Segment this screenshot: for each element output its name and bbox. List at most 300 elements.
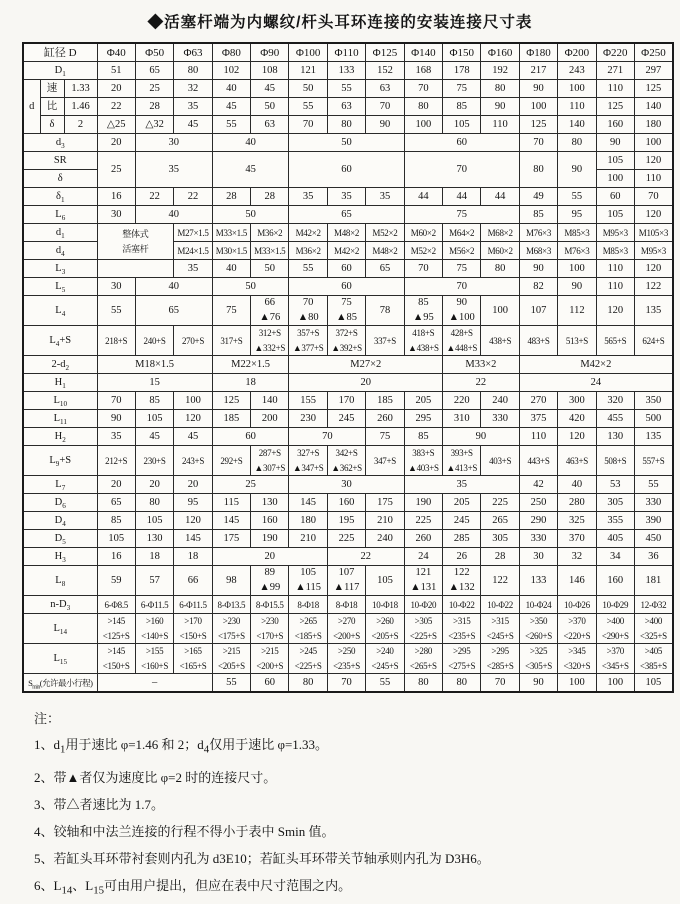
table-cell: 121 (289, 62, 327, 80)
table-cell: 65 (366, 260, 404, 278)
table-cell: 192 (481, 62, 519, 80)
table-cell: 18 (212, 374, 289, 392)
table-cell: 60 (289, 278, 404, 296)
table-cell: 45 (174, 116, 212, 134)
table-cell: 45 (251, 80, 289, 98)
table-cell: 70 (289, 116, 327, 134)
table-row (23, 116, 673, 134)
table-cell: 70 (289, 428, 366, 446)
table-row (23, 260, 673, 278)
table-cell: >260 <205+S (366, 614, 404, 644)
table-cell: 110 (481, 116, 519, 134)
row-label: 速 (40, 80, 64, 98)
table-cell: 60 (212, 428, 289, 446)
table-cell: 557+S (634, 446, 672, 476)
table-cell: 245 (443, 512, 481, 530)
table-cell: 16 (97, 188, 135, 206)
table-cell: 90 (519, 260, 557, 278)
table-cell: 85 (404, 428, 442, 446)
table-cell: 105 (366, 566, 404, 596)
table-cell: 55 (212, 116, 250, 134)
table-cell: 565+S (596, 326, 634, 356)
table-cell: M42×2 (289, 224, 327, 242)
table-cell: 455 (596, 410, 634, 428)
table-cell: 60 (289, 152, 404, 188)
table-cell: M64×2 (443, 224, 481, 242)
table-cell: Φ160 (481, 43, 519, 62)
table-cell: 85 (135, 392, 173, 410)
table-cell: 200 (251, 410, 289, 428)
table-cell: 112 (558, 296, 596, 326)
table-cell: 45 (135, 428, 173, 446)
table-cell: 145 (212, 512, 250, 530)
table-cell: 125 (519, 116, 557, 134)
table-cell: 10-Φ20 (404, 596, 442, 614)
table-cell: 16 (97, 548, 135, 566)
table-cell: 130 (251, 494, 289, 512)
table-cell: 35 (404, 476, 519, 494)
table-cell: 6-Φ11.5 (135, 596, 173, 614)
row-label: $H_2$ (23, 428, 97, 446)
table-cell: 20 (97, 80, 135, 98)
table-cell: 20 (212, 548, 327, 566)
table-cell: 133 (519, 566, 557, 596)
table-row (23, 80, 673, 98)
table-cell: 80 (481, 80, 519, 98)
table-cell: 55 (558, 188, 596, 206)
table-cell: M76×3 (519, 224, 557, 242)
table-cell: >250 <235+S (327, 644, 365, 674)
table-cell: M76×3 (558, 242, 596, 260)
table-cell: 18 (174, 548, 212, 566)
table-cell: 483+S (519, 326, 557, 356)
table-cell: 10-Φ24 (519, 596, 557, 614)
table-cell: 145 (174, 530, 212, 548)
table-row (23, 566, 673, 596)
table-cell: 25 (97, 152, 135, 188)
row-label: $d_4$ (23, 242, 97, 260)
notes-list (34, 731, 680, 904)
table-cell: 418+S ▲438+S (404, 326, 442, 356)
table-cell: 20 (97, 134, 135, 152)
table-cell: 80 (404, 674, 442, 693)
row-label: $L_4+S$ (23, 326, 97, 356)
notes (34, 708, 680, 904)
table-cell: 30 (97, 206, 135, 224)
table-cell: >405 <385+S (634, 644, 672, 674)
table-cell: >400 <325+S (634, 614, 672, 644)
table-cell: 152 (366, 62, 404, 80)
table-cell: 312+S ▲332+S (251, 326, 289, 356)
table-cell: 220 (443, 392, 481, 410)
table-cell: 70 (327, 674, 365, 693)
table-row (23, 326, 673, 356)
table-cell: 60 (596, 188, 634, 206)
table-cell: 36 (634, 548, 672, 566)
table-cell: 330 (519, 530, 557, 548)
table-cell: 90 (558, 152, 596, 188)
table-cell: 8-Φ15.5 (251, 596, 289, 614)
table-cell: M95×3 (596, 224, 634, 242)
table-cell: 270+S (174, 326, 212, 356)
table-cell: 28 (251, 188, 289, 206)
table-cell: 32 (174, 80, 212, 98)
table-cell: 65 (135, 62, 173, 80)
table-cell: 122 ▲132 (443, 566, 481, 596)
row-label: $D_1$ (23, 62, 97, 80)
table-cell: 230+S (135, 446, 173, 476)
table-cell: 89 ▲99 (251, 566, 289, 596)
table-cell: >245 <225+S (289, 644, 327, 674)
table-cell: >230 <175+S (212, 614, 250, 644)
table-cell: 265 (481, 512, 519, 530)
table-row (23, 356, 673, 374)
table-cell: M68×2 (481, 224, 519, 242)
table-cell: 22 (174, 188, 212, 206)
table-cell: M42×2 (519, 356, 673, 374)
table-cell: 175 (366, 494, 404, 512)
table-cell: 120 (634, 206, 672, 224)
table-cell: 30 (289, 476, 404, 494)
table-cell: 125 (596, 98, 634, 116)
row-label: $2-d_2$ (23, 356, 97, 374)
table-cell: 80 (404, 98, 442, 116)
table-cell: M27×2 (289, 356, 443, 374)
table-cell: 70 (404, 260, 442, 278)
page-title: ◆活塞杆端为内螺纹/杆头耳环连接的安装连接尺寸表 (147, 14, 533, 31)
table-cell: 180 (289, 512, 327, 530)
table-row (23, 152, 673, 170)
table-cell: 450 (634, 530, 672, 548)
table-cell: 50 (212, 206, 289, 224)
table-cell: 55 (212, 674, 250, 693)
table-cell: 18 (135, 548, 173, 566)
table-cell: 100 (481, 296, 519, 326)
table-cell: >240 <245+S (366, 644, 404, 674)
table-cell: 28 (135, 98, 173, 116)
table-cell: M85×3 (558, 224, 596, 242)
table-cell: 320 (596, 392, 634, 410)
table-cell: 195 (327, 512, 365, 530)
table-cell: >170 <150+S (174, 614, 212, 644)
row-label: $\delta_1$ (23, 188, 97, 206)
table-cell: 90 (558, 278, 596, 296)
row-label: 1.33 (64, 80, 97, 98)
table-cell: >305 <225+S (404, 614, 442, 644)
row-label: $d_1$ (23, 224, 97, 242)
table-cell: 393+S ▲413+S (443, 446, 481, 476)
table-cell: 55 (327, 80, 365, 98)
table-cell: Φ80 (212, 43, 250, 62)
table-cell: Φ180 (519, 43, 557, 62)
table-cell: 105 (596, 206, 634, 224)
table-cell: 85 ▲95 (404, 296, 442, 326)
table-cell: 35 (97, 428, 135, 446)
table-cell: 120 (634, 260, 672, 278)
table-cell: 305 (596, 494, 634, 512)
table-cell: Φ63 (174, 43, 212, 62)
table-row (23, 374, 673, 392)
table-cell: 107 ▲117 (327, 566, 365, 596)
table-cell: 90 (519, 80, 557, 98)
table-cell: 30 (97, 278, 135, 296)
table-cell: >155 <160+S (135, 644, 173, 674)
table-cell: 40 (212, 260, 250, 278)
table-cell: >230 <170+S (251, 614, 289, 644)
table-row (23, 224, 673, 242)
table-cell: 500 (634, 410, 672, 428)
table-cell: 49 (519, 188, 557, 206)
table-row (23, 392, 673, 410)
table-cell: 347+S (366, 446, 404, 476)
table-cell: Φ150 (443, 43, 481, 62)
table-cell: 110 (596, 80, 634, 98)
table-cell: 30 (135, 134, 212, 152)
table-cell: >325 <305+S (519, 644, 557, 674)
table-cell: M60×2 (481, 242, 519, 260)
table-cell: 70 (404, 278, 519, 296)
table-cell: Φ40 (97, 43, 135, 62)
table-cell: >165 <165+S (174, 644, 212, 674)
table-cell: 225 (481, 494, 519, 512)
table-cell: 271 (596, 62, 634, 80)
note-item: 4、铰轴和中法兰连接的行程不得小于表中 Smin 值。 (34, 823, 335, 839)
table-row (23, 410, 673, 428)
table-cell: 70 (366, 98, 404, 116)
row-label: $L_5$ (23, 278, 97, 296)
table-cell: 327+S ▲347+S (289, 446, 327, 476)
table-cell: 63 (327, 98, 365, 116)
table-cell: 160 (596, 116, 634, 134)
table-cell: Φ140 (404, 43, 442, 62)
table-cell: Φ125 (366, 43, 404, 62)
table-cell: 100 (519, 98, 557, 116)
table-cell: 115 (212, 494, 250, 512)
row-label: $L_6$ (23, 206, 97, 224)
table-cell: Φ110 (327, 43, 365, 62)
table-cell: 357+S ▲377+S (289, 326, 327, 356)
table-cell: 82 (519, 278, 557, 296)
row-label: $D_4$ (23, 512, 97, 530)
table-cell: M56×2 (443, 242, 481, 260)
table-cell: 90 (366, 116, 404, 134)
row-label: $D_5$ (23, 530, 97, 548)
table-cell: >370 <220+S (558, 614, 596, 644)
table-cell: 100 (558, 260, 596, 278)
table-row (23, 596, 673, 614)
table-cell: 160 (327, 494, 365, 512)
table-cell: 8-Φ13.5 (212, 596, 250, 614)
table-cell: 310 (443, 410, 481, 428)
table-cell: 100 (174, 392, 212, 410)
table-cell: 75 (404, 206, 519, 224)
table-row (23, 530, 673, 548)
table-cell: 44 (481, 188, 519, 206)
table-cell: 135 (634, 428, 672, 446)
table-cell: 50 (289, 134, 404, 152)
table-cell: 50 (251, 98, 289, 116)
table-cell: 75 (366, 428, 404, 446)
table-cell: 210 (289, 530, 327, 548)
table-cell: 20 (97, 476, 135, 494)
table-cell: 295 (404, 410, 442, 428)
table-cell: 145 (289, 494, 327, 512)
table-cell: 330 (481, 410, 519, 428)
row-label: $L_{14}$ (23, 614, 97, 644)
table-cell: 443+S (519, 446, 557, 476)
table-cell: 80 (135, 494, 173, 512)
table-cell: >315 <235+S (443, 614, 481, 644)
table-cell: 65 (289, 206, 404, 224)
table-cell: 32 (558, 548, 596, 566)
table-cell: 59 (97, 566, 135, 596)
table-row (23, 296, 673, 326)
table-cell: 155 (289, 392, 327, 410)
table-cell: 70 ▲80 (289, 296, 327, 326)
table-cell: 292+S (212, 446, 250, 476)
table-cell: 75 (443, 260, 481, 278)
table-cell: 55 (289, 260, 327, 278)
table-cell: 428+S ▲448+S (443, 326, 481, 356)
table-cell: 105 (596, 152, 634, 170)
table-cell: 330 (634, 494, 672, 512)
table-cell: 12-Φ32 (634, 596, 672, 614)
table-cell: >315 <245+S (481, 614, 519, 644)
table-cell: 230 (289, 410, 327, 428)
table-cell: M30×1.5 (212, 242, 250, 260)
table-cell: 240 (366, 530, 404, 548)
table-cell: 130 (596, 428, 634, 446)
table-cell: 80 (289, 674, 327, 693)
table-cell: >160 <140+S (135, 614, 173, 644)
table-cell: 70 (481, 674, 519, 693)
table-cell: 110 (558, 98, 596, 116)
table-cell: 120 (596, 296, 634, 326)
table-cell: 35 (327, 188, 365, 206)
table-cell: >400 <290+S (596, 614, 634, 644)
table-cell: 70 (404, 80, 442, 98)
table-cell: 513+S (558, 326, 596, 356)
table-cell: 140 (558, 116, 596, 134)
table-cell: 122 (634, 278, 672, 296)
table-cell: 22 (97, 98, 135, 116)
table-cell: 108 (251, 62, 289, 80)
table-cell: 375 (519, 410, 557, 428)
table-cell: M36×2 (289, 242, 327, 260)
table-cell: 95 (558, 206, 596, 224)
table-row (23, 476, 673, 494)
table-cell: 25 (135, 80, 173, 98)
table-cell: 190 (404, 494, 442, 512)
table-cell: >265 <185+S (289, 614, 327, 644)
table-cell: 160 (596, 566, 634, 596)
table-cell: M52×2 (404, 242, 442, 260)
table-cell: 212+S (97, 446, 135, 476)
table-cell: 287+S ▲307+S (251, 446, 289, 476)
table-cell (97, 260, 174, 278)
table-cell: 90 (443, 428, 520, 446)
row-label: $L_3$ (23, 260, 97, 278)
table-cell: 350 (634, 392, 672, 410)
table-cell: 45 (212, 98, 250, 116)
table-cell: 53 (596, 476, 634, 494)
row-label: 缸径 D (23, 43, 97, 62)
table-cell: 70 (634, 188, 672, 206)
table-cell: 300 (558, 392, 596, 410)
table-cell: 70 (404, 152, 519, 188)
table-cell: 15 (97, 374, 212, 392)
table-cell: 105 (135, 512, 173, 530)
table-cell: 28 (481, 548, 519, 566)
table-cell: M33×1.5 (251, 242, 289, 260)
table-cell: 25 (212, 476, 289, 494)
table-cell: 110 (634, 170, 672, 188)
row-label: $L_7$ (23, 476, 97, 494)
table-cell: 85 (443, 98, 481, 116)
notes-heading: 注： (34, 711, 61, 726)
table-cell: 22 (327, 548, 404, 566)
table-cell: 90 (596, 134, 634, 152)
table-cell: 185 (366, 392, 404, 410)
table-cell: 130 (135, 530, 173, 548)
table-cell: 整体式 活塞杆 (97, 224, 174, 260)
table-cell: 80 (558, 134, 596, 152)
table-cell: 66 ▲76 (251, 296, 289, 326)
table-cell: 22 (443, 374, 520, 392)
table-cell: 98 (212, 566, 250, 596)
row-label: δ (23, 170, 97, 188)
table-cell: 40 (558, 476, 596, 494)
table-cell: 35 (135, 152, 212, 188)
table-cell: 305 (481, 530, 519, 548)
table-cell: 100 (634, 134, 672, 152)
table-cell: 125 (634, 80, 672, 98)
table-cell: 63 (366, 80, 404, 98)
row-label: 比 (40, 98, 64, 116)
table-cell: 60 (404, 134, 519, 152)
table-cell: 45 (212, 152, 289, 188)
table-cell: 245 (327, 410, 365, 428)
table-cell: 133 (327, 62, 365, 80)
table-cell: 372+S ▲392+S (327, 326, 365, 356)
row-label: $L_8$ (23, 566, 97, 596)
table-cell: 105 (135, 410, 173, 428)
table-cell: 290 (519, 512, 557, 530)
table-cell: 121 ▲131 (404, 566, 442, 596)
table-cell: 390 (634, 512, 672, 530)
table-cell: 120 (634, 152, 672, 170)
table-cell: 20 (289, 374, 443, 392)
table-row (23, 62, 673, 80)
table-row (23, 446, 673, 476)
table-cell: >215 <205+S (212, 644, 250, 674)
note-item: 2、带▲者仅为速度比 φ=2 时的连接尺寸。 (34, 769, 277, 785)
dimension-table (22, 42, 674, 693)
table-cell: 100 (404, 116, 442, 134)
table-cell: 438+S (481, 326, 519, 356)
row-label: $L_4$ (23, 296, 97, 326)
table-cell: 51 (97, 62, 135, 80)
table-cell: 243+S (174, 446, 212, 476)
table-cell: 225 (327, 530, 365, 548)
table-cell: 8-Φ18 (289, 596, 327, 614)
table-cell: 75 (443, 80, 481, 98)
table-cell: M18×1.5 (97, 356, 212, 374)
table-cell: 170 (327, 392, 365, 410)
table-cell: 178 (443, 62, 481, 80)
table-cell: 120 (558, 428, 596, 446)
table-cell: 60 (327, 260, 365, 278)
